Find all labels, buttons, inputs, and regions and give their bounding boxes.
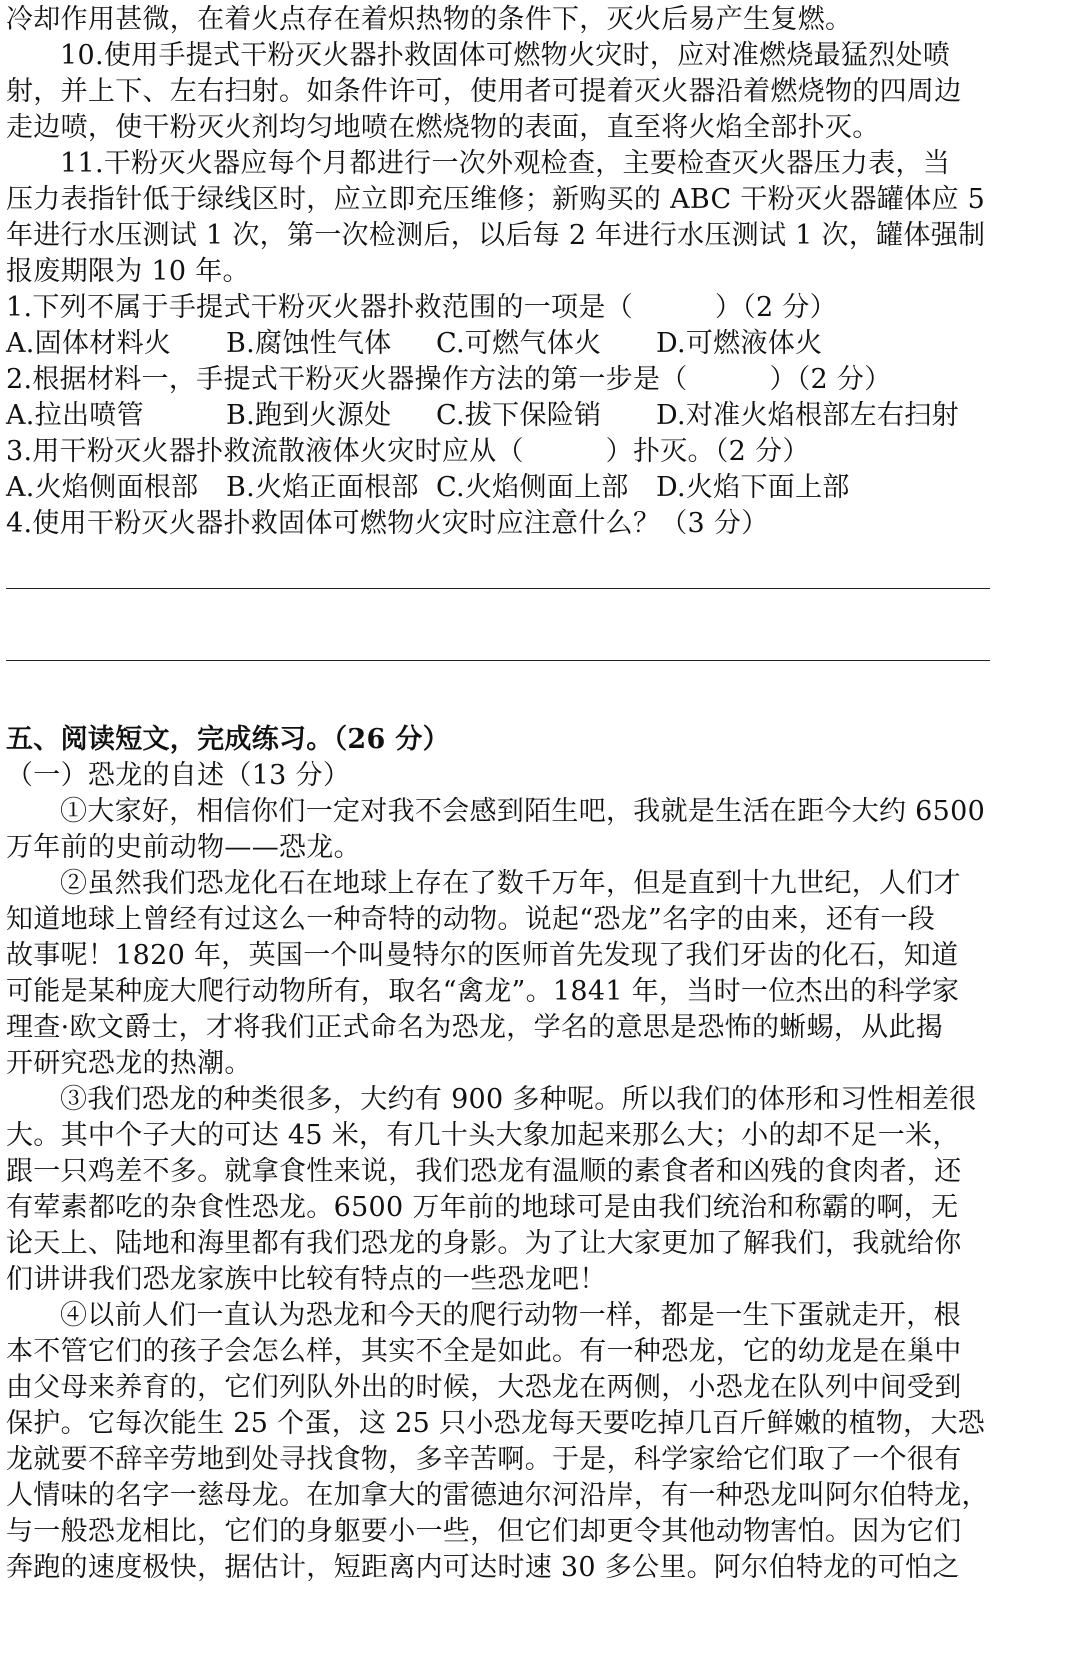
- material-line: 射，并上下、左右扫射。如条件许可，使用者可提着灭火器沿着燃烧物的四周边: [6, 76, 962, 107]
- material-line: 年进行水压测试 1 次，第一次检测后，以后每 2 年进行水压测试 1 次，罐体强制: [6, 220, 986, 251]
- passage-line: 可能是某种庞大爬行动物所有，取名“禽龙”。1841 年，当时一位杰出的科学家: [6, 976, 960, 1007]
- question-stem: 3.用干粉灭火器扑救流散液体火灾时应从（ ）扑灭。（2 分）: [6, 436, 810, 467]
- option-d: D.对准火焰根部左右扫射: [656, 400, 959, 431]
- material-line: 冷却作用甚微，在着火点存在着炽热物的条件下，灭火后易产生复燃。: [6, 4, 853, 35]
- answer-line[interactable]: [6, 588, 990, 589]
- passage-line: ④以前人们一直认为恐龙和今天的爬行动物一样，都是一生下蛋就走开，根: [60, 1300, 961, 1331]
- option-b: B.腐蚀性气体: [226, 328, 392, 359]
- passage-line: 奔跑的速度极快，据估计，短距离内可达时速 30 多公里。阿尔伯特龙的可怕之: [6, 1552, 960, 1583]
- option-c: C.可燃气体火: [436, 328, 602, 359]
- question-stem: 4.使用干粉灭火器扑救固体可燃物火灾时应注意什么？（3 分）: [6, 508, 769, 539]
- passage-title: （一）恐龙的自述（13 分）: [6, 760, 351, 791]
- question-stem: 1.下列不属于手提式干粉灭火器扑救范围的一项是（ ）（2 分）: [6, 292, 837, 323]
- passage-line: 论天上、陆地和海里都有我们恐龙的身影。为了让大家更加了解我们，我就给你: [6, 1228, 962, 1259]
- option-a: A.火焰侧面根部: [6, 472, 199, 503]
- passage-line: ③我们恐龙的种类很多，大约有 900 多种呢。所以我们的体形和习性相差很: [60, 1084, 977, 1115]
- passage-line: 人情味的名字一慈母龙。在加拿大的雷德迪尔河沿岸，有一种恐龙叫阿尔伯特龙，: [6, 1480, 989, 1511]
- option-b: B.跑到火源处: [226, 400, 392, 431]
- passage-line: 开研究恐龙的热潮。: [6, 1048, 252, 1079]
- material-line: 压力表指针低于绿线区时，应立即充压维修；新购买的 ABC 干粉灭火器罐体应 5: [6, 184, 986, 215]
- question-stem: 2.根据材料一，手提式干粉灭火器操作方法的第一步是（ ）（2 分）: [6, 364, 892, 395]
- passage-line: 龙就要不辞辛劳地到处寻找食物，多辛苦啊。于是，科学家给它们取了一个很有: [6, 1444, 962, 1475]
- material-line: 走边喷，使干粉灭火剂均匀地喷在燃烧物的表面，直至将火焰全部扑灭。: [6, 112, 880, 143]
- option-d: D.可燃液体火: [656, 328, 823, 359]
- material-line: 报废期限为 10 年。: [6, 256, 250, 287]
- answer-line[interactable]: [6, 660, 990, 661]
- passage-line: 大。其中个子大的可达 45 米，有几十头大象加起来那么大；小的却不足一米，: [6, 1120, 960, 1151]
- section-heading: 五、阅读短文，完成练习。（26 分）: [6, 724, 450, 755]
- passage-line: 故事呢！1820 年，英国一个叫曼特尔的医师首先发现了我们牙齿的化石，知道: [6, 940, 959, 971]
- passage-line: 与一般恐龙相比，它们的身躯要小一些，但它们却更令其他动物害怕。因为它们: [6, 1516, 962, 1547]
- option-a: A.拉出喷管: [6, 400, 144, 431]
- option-d: D.火焰下面上部: [656, 472, 850, 503]
- passage-line: 由父母来养育的，它们列队外出的时候，大恐龙在两侧，小恐龙在队列中间受到: [6, 1372, 962, 1403]
- passage-line: ①大家好，相信你们一定对我不会感到陌生吧，我就是生活在距今大约 6500: [60, 796, 986, 827]
- passage-line: 本不管它们的孩子会怎么样，其实不全是如此。有一种恐龙，它的幼龙是在巢中: [6, 1336, 962, 1367]
- passage-line: 知道地球上曾经有过这么一种奇特的动物。说起“恐龙”名字的由来，还有一段: [6, 904, 936, 935]
- passage-line: 保护。它每次能生 25 个蛋，这 25 只小恐龙每天要吃掉几百斤鲜嫩的植物，大恐: [6, 1408, 986, 1439]
- option-b: B.火焰正面根部: [226, 472, 419, 503]
- passage-line: ②虽然我们恐龙化石在地球上存在了数千万年，但是直到十九世纪，人们才: [60, 868, 961, 899]
- passage-line: 万年前的史前动物——恐龙。: [6, 832, 361, 863]
- material-line: 11.干粉灭火器应每个月都进行一次外观检查，主要检查灭火器压力表，当: [60, 148, 951, 179]
- passage-line: 跟一只鸡差不多。就拿食性来说，我们恐龙有温顺的素食者和凶残的食肉者，还: [6, 1156, 962, 1187]
- passage-line: 们讲讲我们恐龙家族中比较有特点的一些恐龙吧！: [6, 1264, 607, 1295]
- option-c: C.拔下保险销: [436, 400, 602, 431]
- material-line: 10.使用手提式干粉灭火器扑救固体可燃物火灾时，应对准燃烧最猛烈处喷: [60, 40, 951, 71]
- passage-line: 有荤素都吃的杂食性恐龙。6500 万年前的地球可是由我们统治和称霸的啊，无: [6, 1192, 959, 1223]
- option-a: A.固体材料火: [6, 328, 172, 359]
- option-c: C.火焰侧面上部: [436, 472, 629, 503]
- passage-line: 理查·欧文爵士，才将我们正式命名为恐龙，学名的意思是恐怖的蜥蜴，从此揭: [6, 1012, 944, 1043]
